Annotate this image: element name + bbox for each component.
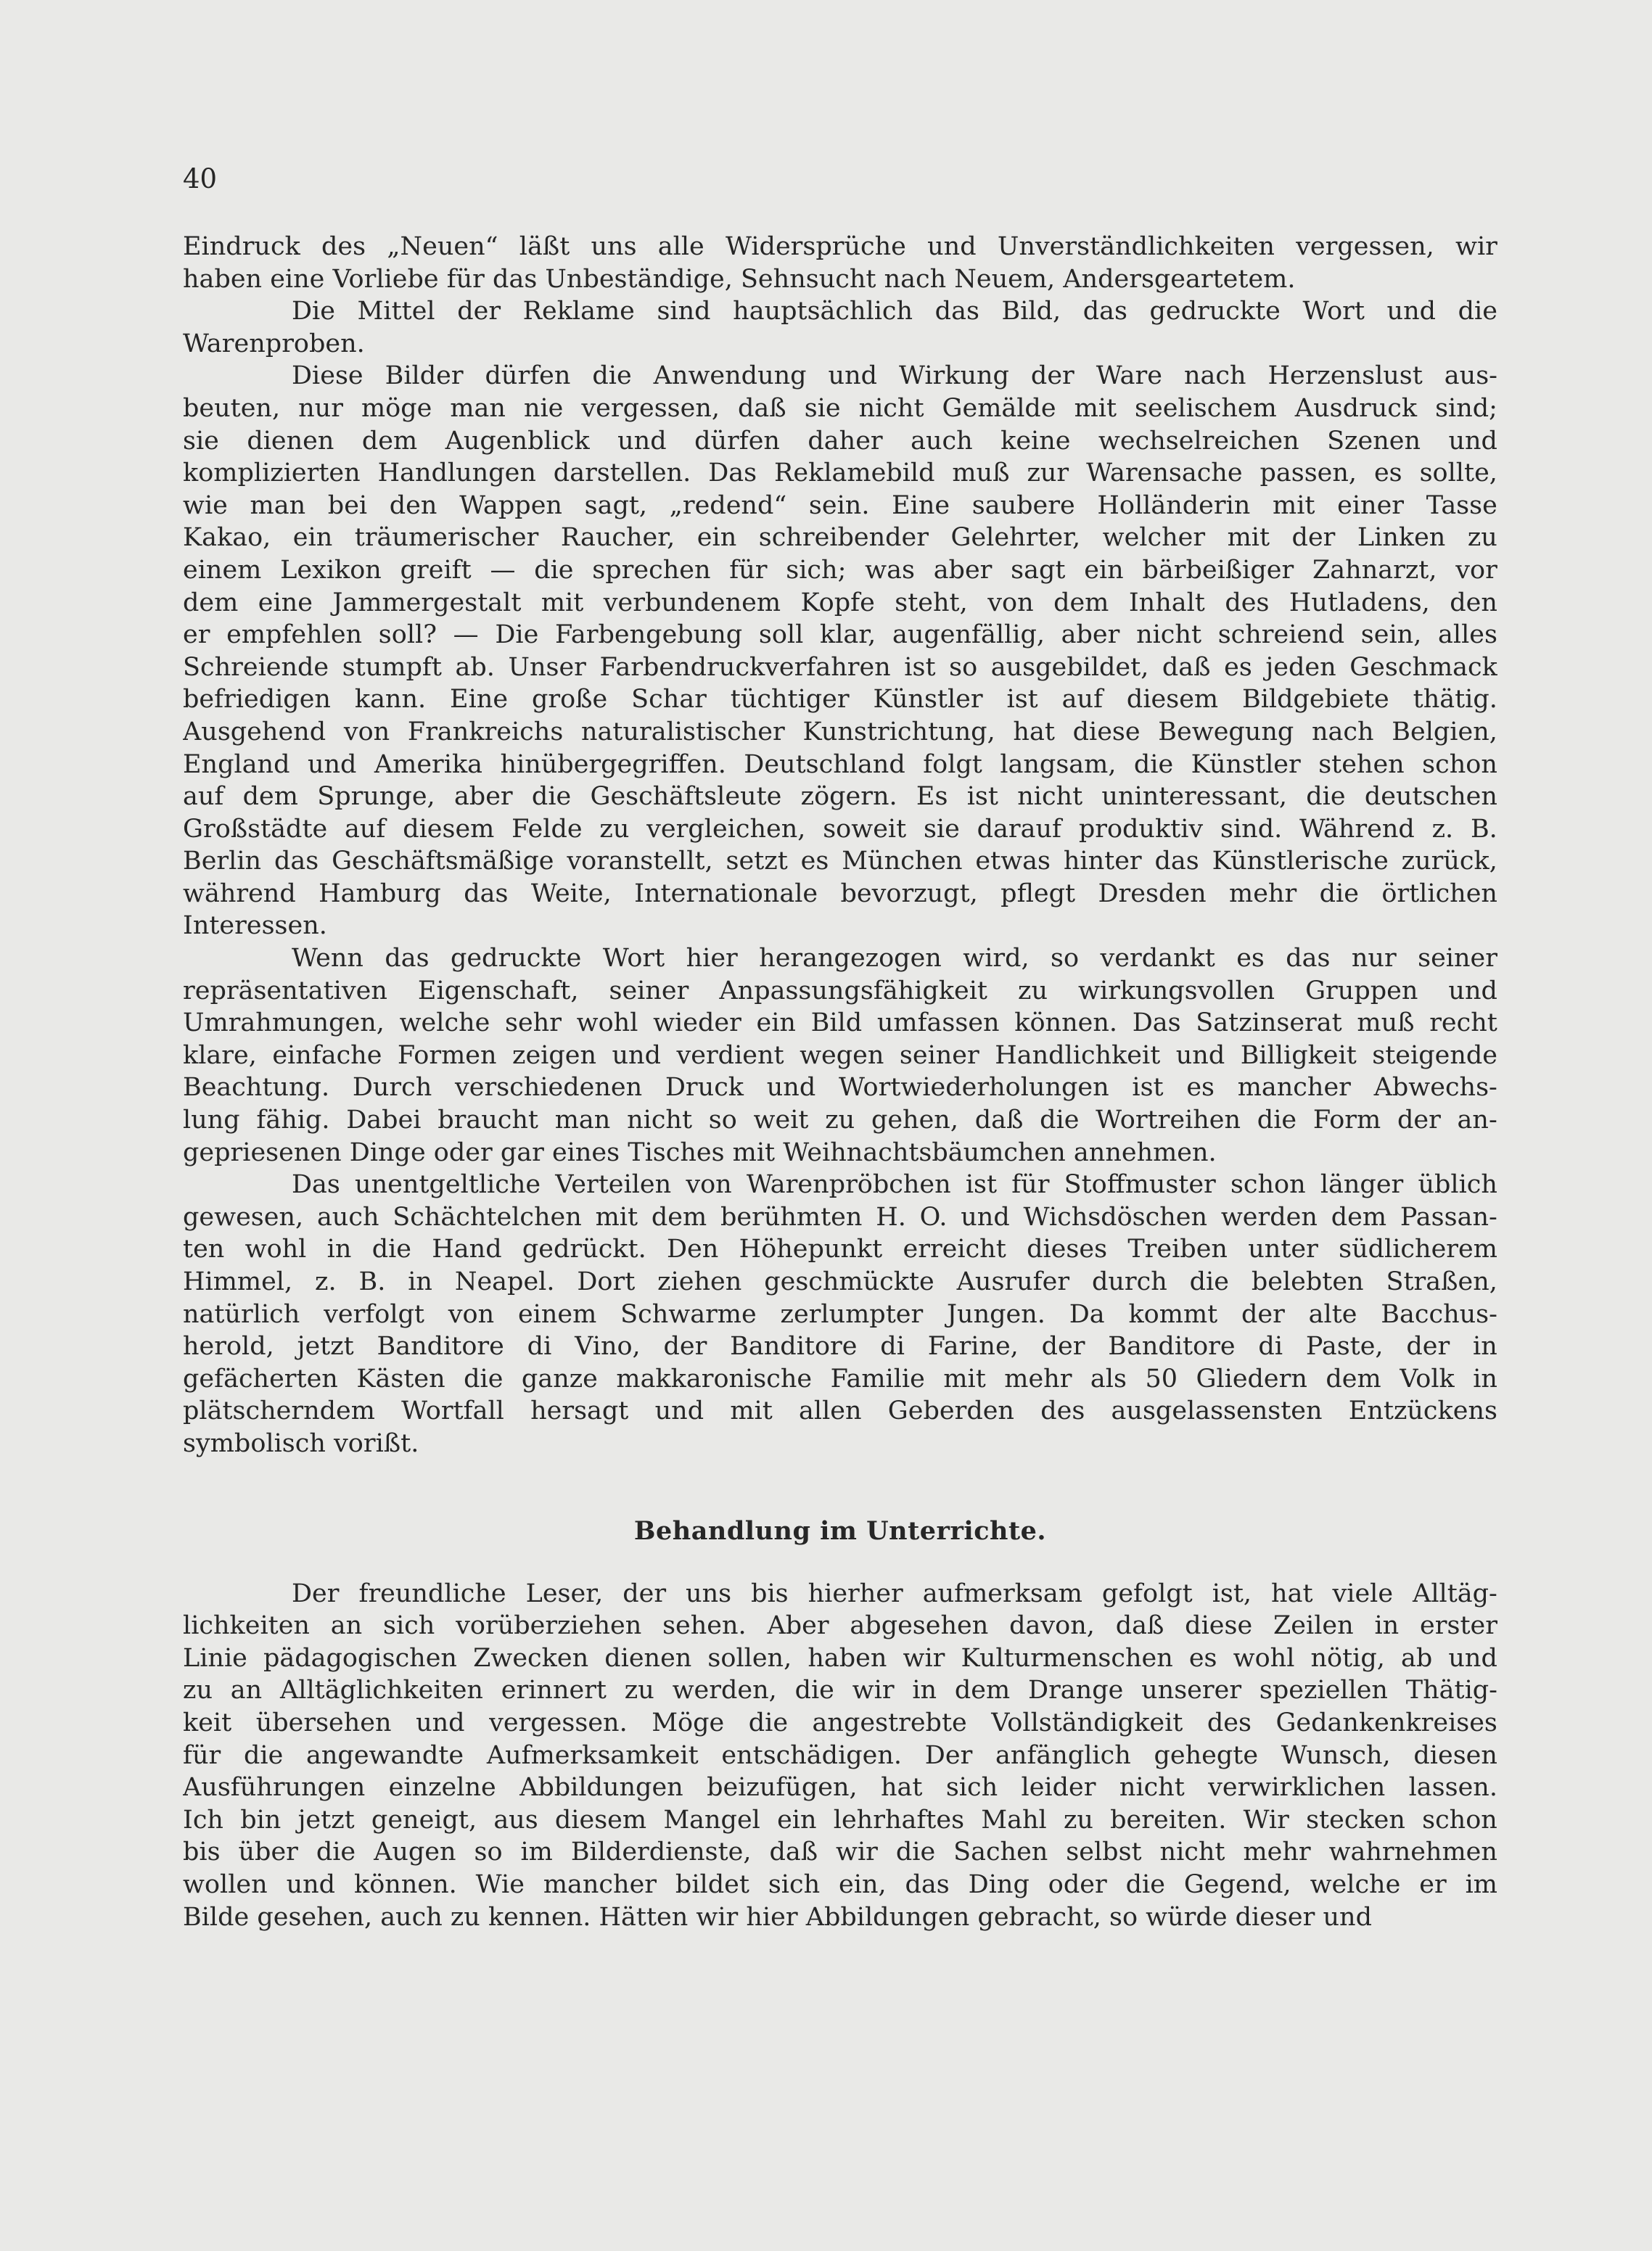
paragraph: [183, 295, 1497, 360]
text-line: beuten, nur möge man nie vergessen, daß sie nicht Gemälde mit seelischem Ausdruck sind;: [183, 393, 1497, 423]
text-line: für die angewandte Aufmerksamkeit entschädigen. Der anfänglich gehegte Wunsch, diesen: [183, 1740, 1497, 1770]
text-line: Diese Bilder dürfen die Anwendung und Wirkung der Ware nach Herzenslust aus-: [292, 361, 1497, 391]
text-line: gefächerten Kästen die ganze makkaronische Familie mit mehr als 50 Gliedern dem Volk in: [183, 1364, 1497, 1394]
text-line: Interessen.: [183, 911, 327, 941]
text-line: Schreiende stumpft ab. Unser Farbendruckverfahren ist so ausgebildet, daß es jeden Geschmack: [183, 652, 1497, 682]
text-line: zu an Alltäglichkeiten erinnert zu werden, die wir in dem Drange unserer speziellen Thätig-: [183, 1676, 1497, 1705]
text-line: herold, jetzt Banditore di Vino, der Banditore di Farine, der Banditore di Paste, der in: [183, 1332, 1497, 1362]
text-line: befriedigen kann. Eine große Schar tüchtiger Künstler ist auf diesem Bildgebiete thätig.: [183, 685, 1497, 715]
text-line: symbolisch vorißt.: [183, 1428, 419, 1458]
paragraph: [183, 1169, 1497, 1460]
text-line: Beachtung. Durch verschiedenen Druck und Wortwiederholungen ist es mancher Abwechs-: [183, 1073, 1497, 1103]
text-line: natürlich verfolgt von einem Schwarme zerlumpter Jungen. Da kommt der alte Bacchus-: [183, 1299, 1497, 1329]
text-line: Eindruck des „Neuen“ läßt uns alle Widersprüche und Unverständlichkeiten vergessen, wir: [183, 232, 1497, 261]
text-line: Der freundliche Leser, der uns bis hierher aufmerksam gefolgt ist, hat viele Alltäg-: [292, 1579, 1497, 1608]
text-line: Wenn das gedruckte Wort hier herangezogen wird, so verdankt es das nur seiner: [292, 944, 1497, 974]
text-line: Himmel, z. B. in Neapel. Dort ziehen geschmückte Ausrufer durch die belebten Straßen,: [183, 1267, 1497, 1296]
text-line: dem eine Jammergestalt mit verbundenem Kopfe steht, von dem Inhalt des Hutladens, den: [183, 588, 1497, 617]
text-line: Ausführungen einzelne Abbildungen beizufügen, hat sich leider nicht verwirklichen lassen.: [183, 1773, 1497, 1803]
text-line: keit übersehen und vergessen. Möge die angestrebte Vollständigkeit des Gedankenkreises: [183, 1708, 1497, 1737]
text-line: sie dienen dem Augenblick und dürfen daher auch keine wechselreichen Szenen und: [183, 426, 1497, 456]
page-number: 40: [183, 163, 218, 194]
text-column: [183, 231, 1497, 1933]
text-line: wollen und können. Wie mancher bildet sich ein, das Ding oder die Gegend, welche er im: [183, 1869, 1497, 1899]
text-line: Ich bin jetzt geneigt, aus diesem Mangel ein lehrhaftes Mahl zu bereiten. Wir stecken schon: [183, 1805, 1497, 1835]
text-line: Kakao, ein träumerischer Raucher, ein schreibender Gelehrter, welcher mit der Linken zu: [183, 523, 1497, 553]
text-line: Das unentgeltliche Verteilen von Warenpröbchen ist für Stoffmuster schon länger üblich: [292, 1170, 1497, 1200]
text-line: klare, einfache Formen zeigen und verdient wegen seiner Handlichkeit und Billigkeit steigende: [183, 1040, 1497, 1070]
text-line: Großstädte auf diesem Felde zu vergleichen, soweit sie darauf produktiv sind. Während z. B.: [183, 814, 1497, 844]
text-line: repräsentativen Eigenschaft, seiner Anpassungsfähigkeit zu wirkungsvollen Gruppen und: [183, 976, 1497, 1005]
text-line: Die Mittel der Reklame sind hauptsächlich das Bild, das gedruckte Wort und die: [292, 297, 1497, 326]
paragraph: [183, 942, 1497, 1169]
text-line: Linie pädagogischen Zwecken dienen sollen, haben wir Kulturmenschen es wohl nötig, ab und: [183, 1643, 1497, 1673]
text-line: er empfehlen soll? — Die Farbengebung soll klar, augenfällig, aber nicht schreiend sein, alles: [183, 620, 1497, 650]
section-after-heading: [183, 1578, 1497, 1934]
text-line: gepriesenen Dinge oder gar eines Tisches mit Weihnachtsbäumchen annehmen.: [183, 1137, 1217, 1167]
text-line: Bilde gesehen, auch zu kennen. Hätten wir hier Abbildungen gebracht, so würde dieser und: [183, 1902, 1372, 1932]
text-line: einem Lexikon greift — die sprechen für sich; was aber sagt ein bärbeißiger Zahnarzt, vor: [183, 555, 1497, 585]
text-line: England und Amerika hinübergegriffen. Deutschland folgt langsam, die Künstler stehen schon: [183, 749, 1497, 779]
text-line: Ausgehend von Frankreichs naturalistischer Kunstrichtung, hat diese Bewegung nach Belgien,: [183, 717, 1497, 746]
text-line: Berlin das Geschäftsmäßige voranstellt, setzt es München etwas hinter das Künstlerische zurück,: [183, 847, 1497, 876]
text-line: haben eine Vorliebe für das Unbeständige, Sehnsucht nach Neuem, Andersgeartetem.: [183, 264, 1296, 294]
text-line: Umrahmungen, welche sehr wohl wieder ein Bild umfassen können. Das Satzinserat muß recht: [183, 1008, 1497, 1038]
paragraph: [183, 231, 1497, 295]
text-line: Warenproben.: [183, 329, 365, 358]
text-line: plätscherndem Wortfall hersagt und mit allen Geberden des ausgelassensten Entzückens: [183, 1396, 1497, 1426]
section-heading: Behandlung im Unterrichte.: [633, 1515, 1047, 1546]
text-line: wie man bei den Wappen sagt, „redend“ sein. Eine saubere Holländerin mit einer Tasse: [183, 490, 1497, 520]
text-line: komplizierten Handlungen darstellen. Das Reklamebild muß zur Warensache passen, es sollte,: [183, 458, 1497, 488]
text-line: gewesen, auch Schächtelchen mit dem berühmten H. O. und Wichsdöschen werden dem Passan-: [183, 1202, 1497, 1232]
text-line: während Hamburg das Weite, Internationale bevorzugt, pflegt Dresden mehr die örtlichen: [183, 878, 1497, 908]
section-before-heading: [183, 231, 1497, 1460]
text-line: lichkeiten an sich vorüberziehen sehen. Aber abgesehen davon, daß diese Zeilen in erster: [183, 1611, 1497, 1641]
text-line: ten wohl in die Hand gedrückt. Den Höhepunkt erreicht dieses Treiben unter südlicherem: [183, 1235, 1497, 1264]
text-line: lung fähig. Dabei braucht man nicht so weit zu gehen, daß die Wortreihen die Form der an-: [183, 1106, 1497, 1135]
paragraph: [183, 1578, 1497, 1934]
text-line: bis über die Augen so im Bilderdienste, daß wir die Sachen selbst nicht mehr wahrnehmen: [183, 1838, 1497, 1867]
text-line: auf dem Sprunge, aber die Geschäftsleute zögern. Es ist nicht uninteressant, die deutschen: [183, 782, 1497, 812]
paragraph: [183, 360, 1497, 942]
